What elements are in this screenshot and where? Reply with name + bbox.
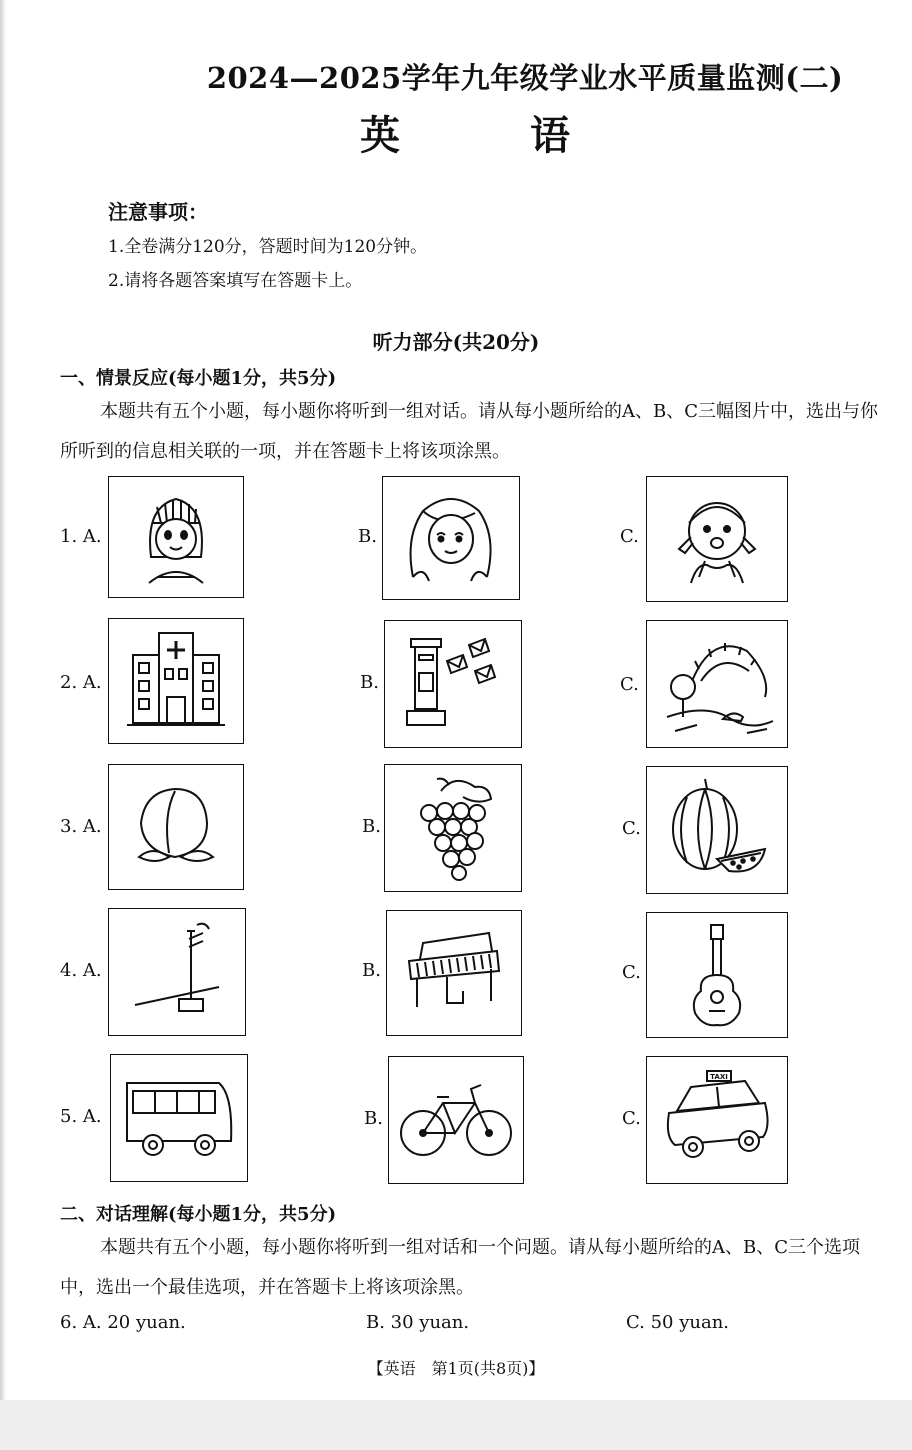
q2-b-label: B. — [360, 672, 379, 693]
guitar-icon — [646, 912, 788, 1038]
erhu-icon — [108, 908, 246, 1036]
taxi-icon — [646, 1056, 788, 1184]
q5-b-label: B. — [364, 1108, 383, 1129]
q1-c-label: C. — [620, 526, 639, 547]
hospital-icon — [108, 618, 244, 744]
taxi-sign-text: TAXI — [710, 1073, 728, 1081]
girl-short-hair-icon — [382, 476, 520, 600]
page-footer: 【英语 第1页(共8页)】 — [367, 1359, 545, 1378]
grapes-icon — [384, 764, 522, 892]
bus-icon — [110, 1054, 248, 1182]
q5-c-label: C. — [622, 1108, 641, 1129]
exam-title: 2024—2025学年九年级学业水平质量监测(二) — [206, 61, 844, 95]
q4-b-label: B. — [362, 960, 381, 981]
viewer-bottom-band — [0, 1400, 912, 1450]
watermelon-icon — [646, 766, 788, 894]
girl-bob-hair-icon — [108, 476, 244, 598]
q3-b-label: B. — [362, 816, 381, 837]
q4-c-label: C. — [622, 962, 641, 983]
q5-label: 5. A. — [60, 1106, 102, 1127]
notice-heading: 注意事项： — [108, 200, 208, 224]
q1-b-label: B. — [358, 526, 377, 547]
subject-char-1: 英 — [360, 112, 400, 159]
post-box-letters-icon — [384, 620, 522, 748]
girl-pigtails-icon — [646, 476, 788, 602]
part1-instruction-text: 本题共有五个小题，每小题你将听到一组对话。请从每小题所给的A、B、C三幅图片中，选出与你所听到的信息相关联的一项，并在答题卡上将该项涂黑。 — [60, 401, 878, 462]
subject-char-2: 语 — [530, 112, 570, 159]
q2-label: 2. A. — [60, 672, 102, 693]
part1-instruction — [60, 392, 880, 472]
part1-heading: 一、情景反应(每小题1分，共5分) — [60, 368, 337, 389]
q6-option-a: 6. A. 20 yuan. — [60, 1312, 186, 1333]
bicycle-icon — [388, 1056, 524, 1184]
subject-title — [360, 104, 570, 161]
piano-icon — [386, 910, 522, 1036]
park-bridge-icon — [646, 620, 788, 748]
page-shadow — [0, 0, 6, 1400]
q2-c-label: C. — [620, 674, 639, 695]
notice-item-1: 1.全卷满分120分，答题时间为120分钟。 — [108, 237, 428, 257]
notice-item-2: 2.请将各题答案填写在答题卡上。 — [108, 271, 363, 291]
q3-c-label: C. — [622, 818, 641, 839]
peach-icon — [108, 764, 244, 890]
listening-section-title: 听力部分(共20分) — [372, 330, 540, 354]
q3-label: 3. A. — [60, 816, 102, 837]
q6-option-c: C. 50 yuan. — [626, 1312, 730, 1333]
q1-label: 1. A. — [60, 526, 102, 547]
part2-instruction — [60, 1228, 880, 1308]
q6-option-b: B. 30 yuan. — [366, 1312, 470, 1333]
part2-instruction-text: 本题共有五个小题，每小题你将听到一组对话和一个问题。请从每小题所给的A、B、C三个选项中，选出一个最佳选项，并在答题卡上将该项涂黑。 — [60, 1237, 860, 1298]
part2-heading: 二、对话理解(每小题1分，共5分) — [60, 1204, 337, 1225]
q4-label: 4. A. — [60, 960, 102, 981]
